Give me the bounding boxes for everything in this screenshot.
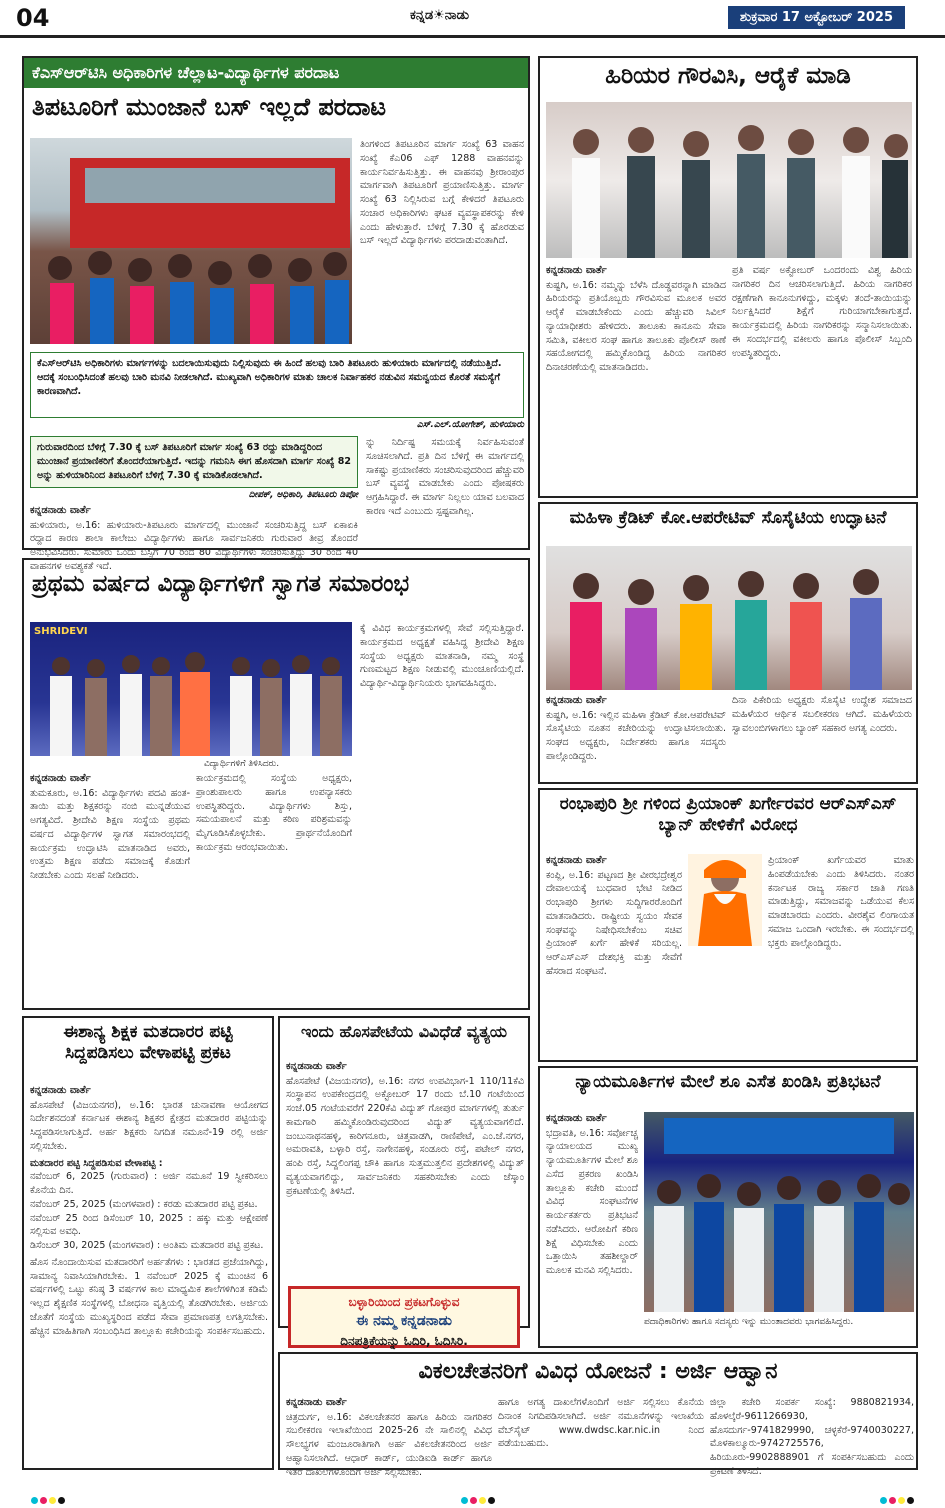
print-registration-marks bbox=[0, 1479, 945, 1507]
headline: ನ್ಯಾಯಮೂರ್ತಿಗಳ ಮೇಲೆ ಶೂ ಎಸೆತ ಖಂಡಿಸಿ ಪ್ರತಿಭಟನೆ bbox=[575, 1072, 881, 1092]
article5-col1 bbox=[546, 264, 726, 494]
article6-body: ಕುಷ್ಟಗಿ, ಅ.16: ಇಲ್ಲಿನ ಮಹಿಳಾ ಕ್ರೆಡಿಟ್ ಕೋ.ಆಪರೇಟಿವ್ ಸೊಸೈಟಿಯ ನೂತನ ಕಚೇರಿಯನ್ನು ಉದ್ಘಾಟಿಸಲಾಯಿತು. ಸಂಘದ ಅಧ್ಯಕ್ಷರು, ನಿರ್ದೇಶಕರು ಹಾಗೂ ಸದಸ್ಯರು ಪಾಲ್ಗೊಂಡಿದ್ದರು. bbox=[546, 709, 726, 762]
byline: ಕನ್ನಡನಾಡು ವಾರ್ತೆ bbox=[30, 505, 91, 516]
article1-body: ಹುಳಿಯಾರು, ಅ.16: ಹುಳಿಯಾರು-ತಿಪಟೂರು ಮಾರ್ಗದಲ್ಲಿ ಮುಂಜಾನೆ ಸಂಚರಿಸುತ್ತಿದ್ದ ಬಸ್ ಏಕಾಏಕಿ ರದ್ದಾದ ಕಾರಣ ಶಾಲಾ ಕಾಲೇಜು ವಿದ್ಯಾರ್ಥಿಗಳು ಹಾಗೂ ಸಾರ್ವಜನಿಕರು ಗುರುವಾರ ತೀವ್ರ ತೊಂದರೆ ಅನುಭವಿಸಿದರು. ಸುಮಾರು ಒಂದು ಬಸ್ಸಿಗೆ 70 ರಿಂದ 80 ವಿದ್ಯಾರ್ಥಿಗಳು ಸಂಚರಿಸುತ್ತಿದ್ದು 30 ರಿಂದ 40 ವಾಹನಗಳ ಅವಶ್ಯಕತೆ ಇದೆ. bbox=[30, 519, 358, 572]
quote-signature: ದೀಪಕ್, ಅಧಿಕಾರಿ, ತಿಪಟೂರು ಡಿಪೋ bbox=[248, 490, 358, 500]
byline: ಕನ್ನಡನಾಡು ವಾರ್ತೆ bbox=[30, 773, 91, 784]
women-illustration bbox=[546, 546, 912, 690]
masthead bbox=[0, 0, 945, 38]
page-number: 04 bbox=[16, 4, 50, 32]
article-welcome-ceremony bbox=[22, 558, 530, 1010]
byline: ಕನ್ನಡನಾಡು ವಾರ್ತೆ bbox=[546, 695, 607, 706]
guests-illustration bbox=[30, 636, 352, 756]
coop-photo bbox=[546, 546, 912, 690]
schedule-title: ಮತದಾರರ ಪಟ್ಟಿ ಸಿದ್ದಪಡಿಸುವ ವೇಳಾಪಟ್ಟಿ : bbox=[30, 1157, 163, 1169]
article6-col1 bbox=[546, 694, 726, 780]
byline: ಕನ್ನಡನಾಡು ವಾರ್ತೆ bbox=[546, 265, 607, 276]
article-shoe-protest bbox=[538, 1066, 918, 1348]
headline: ಇಂದು ಹೊಸಪೇಟೆಯ ವಿವಿಧೆಡೆ ವ್ಯತ್ಯಯ bbox=[300, 1022, 508, 1041]
article-tiptur-bus bbox=[22, 56, 530, 572]
article3-intro: ಹೊಸಪೇಟೆ (ವಿಜಯನಗರ), ಅ.16: ಭಾರತ ಚುನಾವಣಾ ಆಯೋಗದ ನಿರ್ದೇಶನದಂತೆ ಕರ್ನಾಟಕ ಈಶಾನ್ಯ ಶಿಕ್ಷಕರ ಕ್ಷೇತ್ರದ ಮತದಾರರ ಪಟ್ಟಿಯನ್ನು ಸಿದ್ದಪಡಿಸಲಾಗುತ್ತಿದೆ. ಅರ್ಹ ಶಿಕ್ಷಕರು ನಿಗದಿತ ನಮೂನೆ-19 ರಲ್ಲಿ ಅರ್ಜಿ ಸಲ್ಲಿಸಬೇಕು. bbox=[30, 1099, 268, 1152]
article3-eligibility: ಹೊಸ ನೊಂದಾಯಿಸುವ ಮತದಾರರಿಗೆ ಅರ್ಹತೆಗಳು : ಭಾರತದ ಪ್ರಜೆಯಾಗಿದ್ದು, ಸಾಮಾನ್ಯ ನಿವಾಸಿಯಾಗಿರಬೇಕು. 1 ನವೆಂಬರ್ 2025 ಕ್ಕೆ ಮುಂಚಿನ 6 ವರ್ಷಗಳಲ್ಲಿ ಒಟ್ಟು ಕನಿಷ್ಠ 3 ವರ್ಷಗಳ ಕಾಲ ಮಾಧ್ಯಮಿಕ ಶಾಲೆಗಳಿಗಿಂತ ಕಡಿಮೆ ಇಲ್ಲದ ಶೈಕ್ಷಣಿಕ ಸಂಸ್ಥೆಗಳಲ್ಲಿ ಬೋಧನಾ ವೃತ್ತಿಯಲ್ಲಿ ತೊಡಗಿರಬೇಕು. ಅರ್ಜಿಯ ಜೊತೆಗೆ ಸಂಸ್ಥೆಯ ಮುಖ್ಯಸ್ಥರಿಂದ ಪಡೆದ ಸೇವಾ ಪ್ರಮಾಣಪತ್ರ ಲಗತ್ತಿಸಬೇಕು. ಹೆಚ್ಚಿನ ಮಾಹಿತಿಗಾಗಿ ಸಂಬಂಧಿಸಿದ ತಾಲ್ಲೂಕು ಕಚೇರಿಯನ್ನು ಸಂಪರ್ಕಿಸಬಹುದು. bbox=[30, 1256, 268, 1337]
byline: ಕನ್ನಡನಾಡು ವಾರ್ತೆ bbox=[546, 1113, 607, 1124]
headline: ರಂಭಾಪುರಿ ಶ್ರೀ ಗಳಿಂದ ಪ್ರಿಯಾಂಕ್ ಖರ್ಗೇರವರ ಆರ್‌ಎಸ್‌ಎಸ್ ಬ್ಯಾನ್ ಹೇಳಿಕೆಗೆ ವಿರೋಧ bbox=[559, 794, 897, 836]
article-power-cut bbox=[278, 1016, 530, 1328]
headline: ಈಶಾನ್ಯ ಶಿಕ್ಷಕ ಮತದಾರರ ಪಟ್ಟಿ ಸಿದ್ದಪಡಿಸಲು ವೇಳಾಪಟ್ಟಿ ಪ್ರಕಟ bbox=[63, 1022, 233, 1064]
swamiji-photo bbox=[688, 854, 762, 946]
article3-body bbox=[30, 1084, 268, 1466]
article9-col2: ಹಾಗೂ ಅಗತ್ಯ ದಾಖಲೆಗಳೊಂದಿಗೆ ಅರ್ಜಿ ಸಲ್ಲಿಸಲು ಕೊನೆಯ ದಿನಾಂಕ ನಿಗದಿಪಡಿಸಲಾಗಿದೆ. ಅರ್ಜಿ ನಮೂನೆಗಳನ್ನು ಇಲಾಖೆಯ ವೆಬ್‌ಸೈಟ್ www.dwdsc.kar.nic.in ನಿಂದ ಪಡೆಯಬಹುದು. bbox=[498, 1397, 704, 1450]
promo-line-2: ಈ ನಮ್ಮ ಕನ್ನಡನಾಡು bbox=[356, 1313, 452, 1329]
article1-col2: ತಿಂಗಳಿಂದ ತಿಪಟೂರಿನ ಮಾರ್ಗ ಸಂಖ್ಯೆ 63 ವಾಹನ ಸಂಖ್ಯೆ ಕೆಎ06 ಎಫ್ 1288 ವಾಹನವನ್ನು ಕಾರ್ಯನಿರ್ವಹಿಸುತ್ತಿತ್ತು. ಈ ವಾಹನವು ಶ್ರೀರಾಂಪುರ ಮಾರ್ಗವಾಗಿ ತಿಪಟೂರಿಗೆ ಪ್ರಯಾಣಿಸುತ್ತಿತ್ತು. ಮಾರ್ಗ ಸಂಖ್ಯೆ 63 ನಿಲ್ಲಿಸಿರುವ ಬಗ್ಗೆ ಕೇಳಿದರೆ ತಿಪಟೂರು ಸಂಚಾರ ಅಧಿಕಾರಿಗಳು ಘಟಕ ವ್ಯವಸ್ಥಾಪಕರನ್ನು ಕೇಳಿ ಎಂದು ಹೇಳುತ್ತಾರೆ. ಬೆಳಿಗ್ಗೆ 7.30 ಕ್ಕೆ ಹೊರಡುವ ಬಸ್ ಇಲ್ಲದೆ ವಿದ್ಯಾರ್ಥಿಗಳು ಪರದಾಡುವಂತಾಗಿದೆ. bbox=[360, 139, 524, 247]
article5-col2: ಪ್ರತಿ ವರ್ಷ ಅಕ್ಟೋಬರ್ ಒಂದರಂದು ವಿಶ್ವ ಹಿರಿಯ ನಾಗರಿಕರ ದಿನ ಆಚರಿಸಲಾಗುತ್ತಿದೆ. ಹಿರಿಯ ನಾಗರಿಕರ ರಕ್ಷಣೆಗಾಗಿ ಕಾನೂನುಗಳಿದ್ದು, ಮಕ್ಕಳು ತಂದೆ-ತಾಯಿಯನ್ನು ನಿರ್ಲಕ್ಷಿಸಿದರೆ ಶಿಕ್ಷೆಗೆ ಗುರಿಯಾಗಬೇಕಾಗುತ್ತದೆ. ಕಾರ್ಯಕ್ರಮದಲ್ಲಿ ಹಿರಿಯ ನಾಗರಿಕರನ್ನು ಸನ್ಮಾನಿಸಲಾಯಿತು. ಈ ಸಂದರ್ಭದಲ್ಲಿ ವಕೀಲರು ಹಾಗೂ ಪೊಲೀಸ್ ಸಿಬ್ಬಂದಿ ಉಪಸ್ಥಿತರಿದ್ದರು. bbox=[732, 265, 912, 359]
article1-col3: ನ್ನು ನಿರ್ದಿಷ್ಟ ಸಮಯಕ್ಕೆ ನಿರ್ವಹಿಸುವಂತೆ ಸೂಚಿಸಲಾಗಿದೆ. ಪ್ರತಿ ದಿನ ಬೆಳಿಗ್ಗೆ ಈ ಮಾರ್ಗದಲ್ಲಿ ಸಾಕಷ್ಟು ಪ್ರಯಾಣಿಕರು ಸಂಚರಿಸುವುದರಿಂದ ಹೆಚ್ಚುವರಿ ಬಸ್ ವ್ಯವಸ್ಥೆ ಮಾಡಬೇಕು ಎಂದು ಪೋಷಕರು ಆಗ್ರಹಿಸಿದ್ದಾರೆ. ಈ ಮಾರ್ಗ ನಿಲ್ಲಲು ಯಾವ ಬಲವಾದ ಕಾರಣ ಇದೆ ಎಂಬುದು ಸ್ಪಷ್ಟವಾಗಿಲ್ಲ. bbox=[366, 437, 524, 517]
article-disabled-schemes bbox=[278, 1352, 918, 1478]
byline: ಕನ್ನಡನಾಡು ವಾರ್ತೆ bbox=[286, 1397, 347, 1408]
promo-line-1: ಬಳ್ಳಾರಿಯಿಂದ ಪ್ರಕಟಗೊಳ್ಳುವ bbox=[348, 1295, 460, 1309]
ceremony-photo bbox=[30, 622, 352, 756]
article2-col1 bbox=[30, 772, 190, 1006]
schedule-item: ಡಿಸೆಂಬರ್ 30, 2025 (ಮಂಗಳವಾರ) : ಅಂತಿಮ ಮತದಾರರ ಪಟ್ಟಿ ಪ್ರಕಟ. bbox=[30, 1240, 264, 1252]
article7-col2: ಪ್ರಿಯಾಂಕ್ ಖರ್ಗೆಯವರ ಮಾತು ಹಿಂಪಡೆಯಬೇಕು ಎಂದು ತಿಳಿಸಿದರು. ನಂತರ ಕರ್ನಾಟಕ ರಾಜ್ಯ ಸರ್ಕಾರ ಜಾತಿ ಗಣತಿ ಮಾಡುತ್ತಿದ್ದು, ಸಮಾಜವನ್ನು ಒಡೆಯುವ ಕೆಲಸ ಮಾಡಬಾರದು ಎಂದರು. ವೀರಶೈವ ಲಿಂಗಾಯತ ಸಮಾಜ ಒಂದಾಗಿ ಇರಬೇಕು. ಈ ಸಂದರ್ಭದಲ್ಲಿ ಭಕ್ತರು ಪಾಲ್ಗೊಂಡಿದ್ದರು. bbox=[768, 855, 914, 949]
bus-crowd-photo bbox=[30, 138, 352, 344]
article9-col1 bbox=[286, 1396, 492, 1478]
date-banner: ಶುಕ್ರವಾರ 17 ಅಕ್ಟೋಬರ್ 2025 bbox=[728, 6, 905, 29]
kicker-headline: ಕೆಎಸ್‌ಆರ್‌ಟಿಸಿ ಅಧಿಕಾರಿಗಳ ಚೆಲ್ಲಾಟ-ವಿದ್ಯಾರ್ಥಿಗಳ ಪರದಾಟ bbox=[24, 58, 528, 88]
article5-body: ಕುಷ್ಟಗಿ, ಅ.16: ನಮ್ಮನ್ನು ಬೆಳೆಸಿ ದೊಡ್ಡವರನ್ನಾಗಿ ಮಾಡಿದ ಹಿರಿಯರನ್ನು ಪ್ರತಿಯೊಬ್ಬರು ಗೌರವಿಸುವ ಮೂಲಕ ಅವರ ಆರೈಕೆ ಮಾಡಬೇಕೆಂದು ಎಂದು ಹೆಚ್ಚುವರಿ ಸಿವಿಲ್ ನ್ಯಾಯಾಧೀಶರು ಹೇಳಿದರು. ತಾಲೂಕು ಕಾನೂನು ಸೇವಾ ಸಮಿತಿ, ವಕೀಲರ ಸಂಘ ಹಾಗೂ ತಾಲೂಕು ಪೊಲೀಸ್ ಠಾಣೆ ಸಹಯೋಗದಲ್ಲಿ ಹಮ್ಮಿಕೊಂಡಿದ್ದ ಹಿರಿಯ ನಾಗರಿಕರ ದಿನಾಚರಣೆಯಲ್ಲಿ ಮಾತನಾಡಿದರು. bbox=[546, 279, 726, 374]
article7-col1 bbox=[546, 854, 682, 1058]
article-rambhapuri-rss bbox=[538, 788, 918, 1062]
article2-body: ತುಮಕೂರು, ಅ.16: ವಿದ್ಯಾರ್ಥಿಗಳು ಪದವಿ ಹಂತ-ತಾಯಿ ಮತ್ತು ಶಿಕ್ಷಕರನ್ನು ನಂಬಿ ಮುನ್ನಡೆಯುವ ಅಗತ್ಯವಿದೆ. ಶ್ರೀದೇವಿ ಶಿಕ್ಷಣ ಸಂಸ್ಥೆಯ ಪ್ರಥಮ ವರ್ಷದ ವಿದ್ಯಾರ್ಥಿಗಳ ಸ್ವಾಗತ ಸಮಾರಂಭದಲ್ಲಿ ಕಾರ್ಯಕ್ರಮ ಉದ್ಘಾಟಿಸಿ ಮಾತನಾಡಿದ ಅವರು, ಉತ್ತಮ ಶಿಕ್ಷಣ ಪಡೆದು ಸಮಾಜಕ್ಕೆ ಕೊಡುಗೆ ನೀಡಬೇಕು ಎಂದು ಸಲಹೆ ನೀಡಿದರು. bbox=[30, 787, 190, 882]
headline: ಪ್ರಥಮ ವರ್ಷದ ವಿದ್ಯಾರ್ಥಿಗಳಿಗೆ ಸ್ವಾಗತ ಸಮಾರಂಭ bbox=[32, 571, 410, 597]
headline: ಹಿರಿಯರ ಗೌರವಿಸಿ, ಆರೈಕೆ ಮಾಡಿ bbox=[605, 63, 851, 89]
swamiji-illustration bbox=[688, 854, 762, 946]
article2-col2: ಕಾರ್ಯಕ್ರಮದಲ್ಲಿ ಸಂಸ್ಥೆಯ ಅಧ್ಯಕ್ಷರು, ಪ್ರಾಂಶುಪಾಲರು ಹಾಗೂ ಉಪನ್ಯಾಸಕರು ಉಪಸ್ಥಿತರಿದ್ದರು. ವಿದ್ಯಾರ್ಥಿಗಳು ಶಿಸ್ತು, ಸಮಯಪಾಲನೆ ಮತ್ತು ಕಠಿಣ ಪರಿಶ್ರಮವನ್ನು ಮೈಗೂಡಿಸಿಕೊಳ್ಳಬೇಕು. ಪ್ರಾರ್ಥನೆಯೊಂದಿಗೆ ಕಾರ್ಯಕ್ರಮ ಆರಂಭವಾಯಿತು. bbox=[196, 773, 352, 853]
byline: ಕನ್ನಡನಾಡು ವಾರ್ತೆ bbox=[30, 1085, 91, 1096]
banner-text: SHRIDEVI bbox=[34, 626, 88, 637]
honour-photo bbox=[546, 102, 912, 258]
official-quote: ಗುರುವಾರದಿಂದ ಬೆಳಿಗ್ಗೆ 7.30 ಕ್ಕೆ ಬಸ್ ತಿಪಟೂರಿಗೆ ಮಾರ್ಗ ಸಂಖ್ಯೆ 63 ರದ್ದು ಮಾಡಿದ್ದರಿಂದ ಮುಂಜಾನೆ ಪ್ರಯಾಣಿಕರಿಗೆ ತೊಂದರೆಯಾಗುತ್ತಿದೆ. ಇದನ್ನು ಗಮನಿಸಿ ಈಗ ಹೊಸದಾಗಿ ಮಾರ್ಗ ಸಂಖ್ಯೆ 82 ಅನ್ನು ಹುಳಿಯಾರಿನಿಂದ ತಿಪಟೂರಿಗೆ ಬೆಳಿಗ್ಗೆ 7.30 ಕ್ಕೆ ಮಾಡಿಕೊಡಲಾಗಿದೆ. bbox=[30, 436, 358, 488]
subscription-promo bbox=[288, 1286, 520, 1348]
schedule-item: ನವೆಂಬರ್ 25, 2025 (ಮಂಗಳವಾರ) : ಕರಡು ಮತದಾರರ ಪಟ್ಟಿ ಪ್ರಕಟ. bbox=[30, 1198, 258, 1210]
article9-col3: ಜಿಲ್ಲಾ ಕಚೇರಿ ಸಂಪರ್ಕ ಸಂಖ್ಯೆ: 9880821934, ಹೊಳಲ್ಕೆರೆ-9611266930, ಹೊಸದುರ್ಗ-9741829990, ಚಳ್ಳಕೆರೆ-9740030227, ಮೊಳಕಾಲ್ಮೂರು-9742725576, ಹಿರಿಯೂರು-9902888901 ಗೆ ಸಂಪರ್ಕಿಸಬಹುದು ಎಂದು ಪ್ರಕಟಣೆ ತಿಳಿಸಿದೆ. bbox=[710, 1397, 914, 1477]
photo-caption: ವಿದ್ಯಾರ್ಥಿಗಳಿಗೆ ತಿಳಿಸಿದರು. bbox=[204, 759, 280, 769]
article4-body bbox=[286, 1060, 524, 1324]
summary-box: ಕೆಎಸ್‌ಆರ್‌ಟಿಸಿ ಅಧಿಕಾರಿಗಳು ಮಾರ್ಗಗಳನ್ನು ಬದಲಾಯಿಸುವುದು ನಿಲ್ಲಿಸುವುದು ಈ ಹಿಂದೆ ಹಲವು ಬಾರಿ ತಿಪಟೂರು ಹುಳಿಯಾರು ಮಾರ್ಗದಲ್ಲಿ ನಡೆಯುತ್ತಿದೆ. ಆದಕ್ಕೆ ಸಂಬಂಧಿಸಿದಂತೆ ಹಲವು ಬಾರಿ ಮನವಿ ನೀಡಲಾಗಿದೆ. ಮುಖ್ಯವಾಗಿ ಅಧಿಕಾರಿಗಳ ಮಾತು ಚಾಲಕ ನಿರ್ವಾಹಕರ ನಡುವಿನ ಸಮನ್ವಯದ ಕೊರತೆ ಸಮಸ್ಯೆಗೆ ಕಾರಣವಾಗಿದೆ. bbox=[30, 352, 524, 418]
article1-col1 bbox=[30, 504, 358, 572]
article4-text: ಹೊಸಪೇಟೆ (ವಿಜಯನಗರ), ಅ.16: ನಗರ ಉಪವಿಭಾಗ-1 110/11ಕೆವಿ ಸಂಸ್ಥಾಪನ ಉಪಕೇಂದ್ರದಲ್ಲಿ ಅಕ್ಟೋಬರ್ 17 ರಂದು ಬೆ.10 ಗಂಟೆಯಿಂದ ಸಂಜೆ.05 ಗಂಟೆಯವರೆಗೆ 220ಕೆವಿ ವಿದ್ಯುತ್ ಗೋಪುರ ಮಾರ್ಗಗಳಲ್ಲಿ ತುರ್ತು ಕಾಮಗಾರಿ ಹಮ್ಮಿಕೊಂಡಿರುವುದರಿಂದ ವಿದ್ಯುತ್ ವ್ಯತ್ಯಯವಾಗಲಿದೆ. ಜಂಬುನಾಥನಹಳ್ಳಿ, ಕಾರಿಗನೂರು, ಚಿತ್ತವಾಡಗಿ, ರಾಣಿಪೇಟೆ, ಎಂ.ಜೆ.ನಗರ, ಅಮರಾವತಿ, ಬಳ್ಳಾರಿ ರಸ್ತೆ, ನಾಗೇನಹಳ್ಳಿ, ಸಂಡೂರು ರಸ್ತೆ, ಪಟೇಲ್ ನಗರ, ಹಂಪಿ ರಸ್ತೆ, ಸಿದ್ದಲಿಂಗಪ್ಪ ಚೌಕಿ ಹಾಗೂ ಸುತ್ತಮುತ್ತಲಿನ ಪ್ರದೇಶಗಳಲ್ಲಿ ವಿದ್ಯುತ್ ವ್ಯತ್ಯಯವಾಗಲಿದ್ದು, ಸಾರ್ವಜನಿಕರು ಸಹಕರಿಸಬೇಕು ಎಂದು ಜೆಸ್ಕಾಂ ಪ್ರಕಟಣೆಯಲ್ಲಿ ತಿಳಿಸಿದೆ. bbox=[286, 1075, 524, 1197]
article-teacher-voters bbox=[22, 1016, 274, 1470]
article8-body: ಭದ್ರಾವತಿ, ಅ.16: ಸರ್ವೋಚ್ಚ ನ್ಯಾಯಾಲಯದ ಮುಖ್ಯ ನ್ಯಾಯಮೂರ್ತಿಗಳ ಮೇಲೆ ಶೂ ಎಸೆದ ಪ್ರಕರಣ ಖಂಡಿಸಿ ತಾಲ್ಲೂಕು ಕಚೇರಿ ಮುಂದೆ ವಿವಿಧ ಸಂಘಟನೆಗಳ ಕಾರ್ಯಕರ್ತರು ಪ್ರತಿಭಟನೆ ನಡೆಸಿದರು. ಆರೋಪಿಗೆ ಕಠಿಣ ಶಿಕ್ಷೆ ವಿಧಿಸಬೇಕು ಎಂದು ಒತ್ತಾಯಿಸಿ ತಹಶೀಲ್ದಾರ್ ಮೂಲಕ ಮನವಿ ಸಲ್ಲಿಸಿದರು. bbox=[546, 1127, 638, 1277]
article6-col2: ದಿನಾ ಪಿಕೇರಿಯ ಅಧ್ಯಕ್ಷರು ಸೊಸೈಟಿ ಉದ್ದೇಶ ಸಮಾಜದ ಮಹಿಳೆಯರ ಆರ್ಥಿಕ ಸಬಲೀಕರಣ ಆಗಿದೆ. ಮಹಿಳೆಯರು ಸ್ವಾವಲಂಬಿಗಳಾಗಲು ಬ್ಯಾಂಕ್ ಸಹಕಾರ ಅಗತ್ಯ ಎಂದರು. bbox=[732, 695, 912, 734]
headline: ತಿಪಟೂರಿಗೆ ಮುಂಜಾನೆ ಬಸ್ ಇಲ್ಲದೆ ಪರದಾಟ bbox=[32, 93, 387, 121]
schedule-item: ನವೆಂಬರ್ 25 ರಿಂದ ಡಿಸೆಂಬರ್ 10, 2025 : ಹಕ್ಕು ಮತ್ತು ಆಕ್ಷೇಪಣೆ ಸಲ್ಲಿಸುವ ಅವಧಿ. bbox=[30, 1212, 268, 1238]
article9-body: ಚಿತ್ರದುರ್ಗ, ಅ.16: ವಿಕಲಚೇತನರ ಹಾಗೂ ಹಿರಿಯ ನಾಗರಿಕರ ಸಬಲೀಕರಣ ಇಲಾಖೆಯಿಂದ 2025-26 ನೇ ಸಾಲಿನಲ್ಲಿ ವಿವಿಧ ಸೌಲಭ್ಯಗಳ ಮಂಜೂರಾತಿಗಾಗಿ ಅರ್ಹ ವಿಕಲಚೇತನರಿಂದ ಅರ್ಜಿ ಆಹ್ವಾನಿಸಲಾಗಿದೆ. ಆಧಾರ್ ಕಾರ್ಡ್, ಯುಡಿಐಡಿ ಕಾರ್ಡ್ ಹಾಗೂ ಇತರೆ ದಾಖಲೆಗಳೊಂದಿಗೆ ಅರ್ಜಿ ಸಲ್ಲಿಸಬೇಕು. bbox=[286, 1411, 492, 1478]
people-illustration bbox=[546, 102, 912, 258]
byline: ಕನ್ನಡನಾಡು ವಾರ್ತೆ bbox=[286, 1061, 347, 1072]
article-elder-respect bbox=[538, 56, 918, 498]
headline: ಮಹಿಳಾ ಕ್ರೆಡಿಟ್ ಕೋ.ಆಪರೇಟಿವ್ ಸೊಸೈಟಿಯ ಉದ್ಘಾಟನೆ bbox=[569, 508, 887, 528]
promo-line-3: ದಿನಪತ್ರಿಕೆಯನ್ನು ಓದಿರಿ, ಓದಿಸಿರಿ. bbox=[340, 1334, 468, 1348]
byline: ಕನ್ನಡನಾಡು ವಾರ್ತೆ bbox=[546, 855, 607, 866]
summary-signature: ಎಸ್.ಎಲ್.ಯೋಗೇಶ್, ಹುಳಿಯಾರು bbox=[416, 420, 524, 430]
article2-col3: ಕ್ಕೆ ವಿವಿಧ ಕಾರ್ಯಕ್ರಮಗಳಲ್ಲಿ ಸೇವೆ ಸಲ್ಲಿಸುತ್ತಿದ್ದಾರೆ. ಕಾರ್ಯಕ್ರಮದ ಅಧ್ಯಕ್ಷತೆ ವಹಿಸಿದ್ದ ಶ್ರೀದೇವಿ ಶಿಕ್ಷಣ ಸಂಸ್ಥೆಯ ಅಧ್ಯಕ್ಷರು ಮಾತನಾಡಿ, ನಮ್ಮ ಸಂಸ್ಥೆ ಗುಣಮಟ್ಟದ ಶಿಕ್ಷಣ ನೀಡುವಲ್ಲಿ ಮುಂಚೂಣಿಯಲ್ಲಿದೆ. ವಿದ್ಯಾರ್ಥಿ-ವಿದ್ಯಾರ್ಥಿನಿಯರು ಭಾಗವಹಿಸಿದ್ದರು. bbox=[360, 623, 524, 690]
protest-photo bbox=[644, 1112, 914, 1312]
article7-body: ಕಂಪ್ಲಿ, ಅ.16: ಪಟ್ಟಣದ ಶ್ರೀ ವೀರಭದ್ರೇಶ್ವರ ದೇವಾಲಯಕ್ಕೆ ಬುಧವಾರ ಭೇಟಿ ನೀಡಿದ ರಂಭಾಪುರಿ ಶ್ರೀಗಳು ಸುದ್ದಿಗಾರರೊಂದಿಗೆ ಮಾತನಾಡಿದರು. ರಾಷ್ಟ್ರೀಯ ಸ್ವಯಂ ಸೇವಕ ಸಂಘವನ್ನು ನಿಷೇಧಿಸಬೇಕೆಂಬ ಸಚಿವ ಪ್ರಿಯಾಂಕ್ ಖರ್ಗೆ ಹೇಳಿಕೆ ಸರಿಯಲ್ಲ. ಆರ್‌ಎಸ್‌ಎಸ್ ದೇಶಭಕ್ತಿ ಮತ್ತು ಸೇವೆಗೆ ಹೆಸರಾದ ಸಂಘಟನೆ. bbox=[546, 869, 682, 977]
schedule-item: ನವೆಂಬರ್ 6, 2025 (ಗುರುವಾರ) : ಅರ್ಜಿ ನಮೂನೆ 19 ಸ್ವೀಕರಿಸಲು ಕೊನೆಯ ದಿನ. bbox=[30, 1171, 268, 1197]
photo-caption: ಪದಾಧಿಕಾರಿಗಳು ಹಾಗೂ ಸದಸ್ಯರು ಇನ್ನು ಮುಂತಾದವರು ಭಾಗವಹಿಸಿದ್ದರು. bbox=[644, 1317, 854, 1327]
newspaper-logo: ಕನ್ನಡ☀ನಾಡು bbox=[410, 8, 470, 23]
bus-crowd-illustration bbox=[30, 138, 352, 344]
protest-illustration bbox=[644, 1112, 914, 1312]
article-women-coop bbox=[538, 502, 918, 784]
headline: ವಿಕಲಚೇತನರಿಗೆ ವಿವಿಧ ಯೋಜನೆ : ಅರ್ಜಿ ಆಹ್ವಾನ bbox=[418, 1359, 778, 1384]
article8-col bbox=[546, 1112, 638, 1328]
